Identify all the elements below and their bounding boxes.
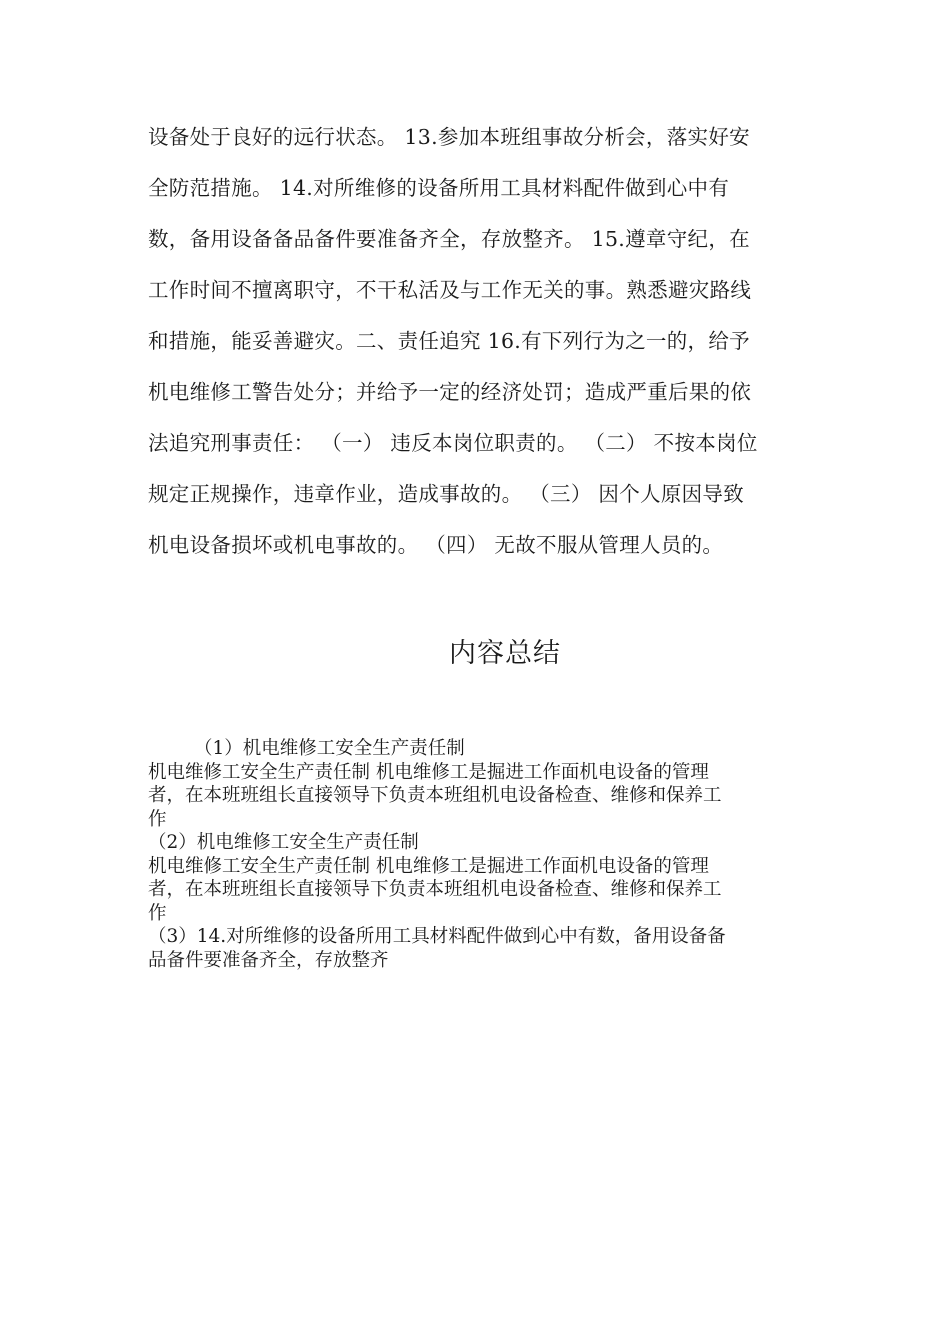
summary-item-heading: （1）机电维修工安全生产责任制 [194, 738, 465, 759]
body-line: 法追究刑事责任： （一） 违反本岗位职责的。 （二） 不按本岗位 [148, 431, 758, 455]
body-line: 机电设备损坏或机电事故的。 （四） 无故不服从管理人员的。 [148, 533, 724, 557]
summary-line: 机电维修工安全生产责任制 机电维修工是掘进工作面机电设备的管理 [148, 761, 709, 783]
summary-line: 者，在本班班组长直接领导下负责本班组机电设备检查、维修和保养工 [148, 879, 722, 900]
body-line: 设备处于良好的远行状态。 13.参加本班组事故分析会，落实好安 [148, 125, 750, 149]
summary-line: 机电维修工安全生产责任制 机电维修工是掘进工作面机电设备的管理 [148, 855, 709, 877]
body-text [148, 112, 808, 571]
summary-line: 者，在本班班组长直接领导下负责本班组机电设备检查、维修和保养工 [148, 785, 722, 806]
body-line: 机电维修工警告处分；并给予一定的经济处罚；造成严重后果的依 [148, 380, 752, 404]
summary-line: 作 [148, 808, 167, 830]
summary-title: 内容总结 [449, 638, 561, 669]
summary-line: 作 [148, 902, 167, 924]
summary-item-heading: （2）机电维修工安全生产责任制 [148, 832, 419, 853]
summary-item-heading: （3）14.对所维修的设备所用工具材料配件做到心中有数，备用设备备 [148, 926, 726, 947]
body-line: 工作时间不擅离职守，不干私活及与工作无关的事。熟悉避灾路线 [148, 278, 752, 302]
body-line: 规定正规操作，违章作业，造成事故的。 （三） 因个人原因导致 [148, 482, 745, 506]
summary-line: 品备件要准备齐全，存放整齐 [148, 949, 389, 971]
body-line: 和措施，能妥善避灾。二、责任追究 16.有下列行为之一的，给予 [148, 329, 750, 353]
body-line: 数，备用设备备品备件要准备齐全，存放整齐。 15.遵章守纪，在 [148, 227, 750, 251]
summary-section [148, 737, 808, 972]
body-line: 全防范措施。 14.对所维修的设备所用工具材料配件做到心中有 [148, 176, 730, 200]
